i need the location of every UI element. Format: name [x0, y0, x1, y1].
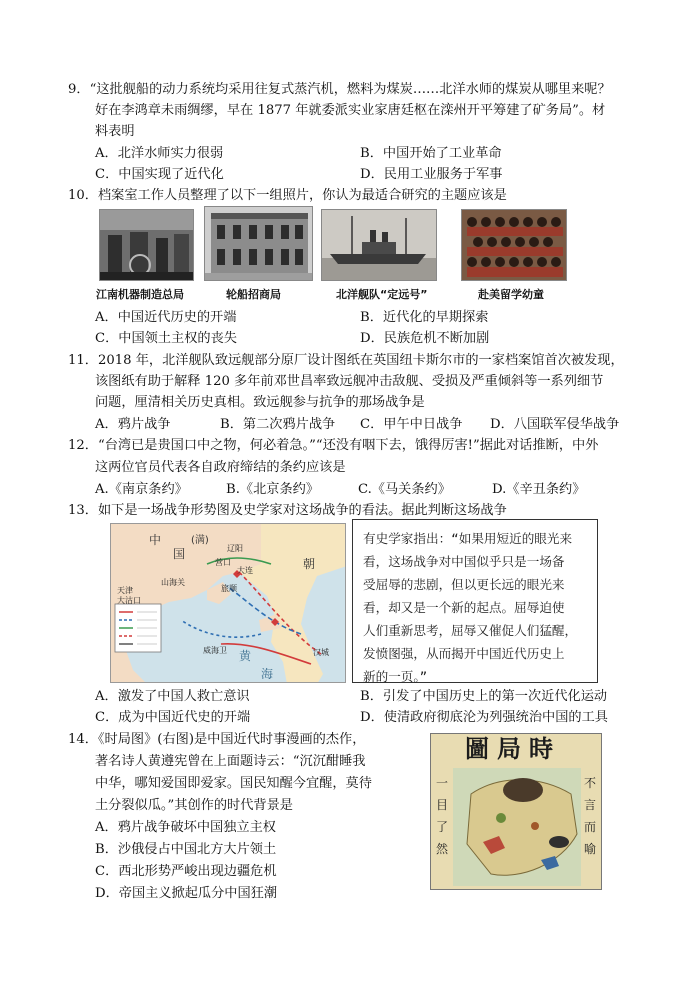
photo-china-merchants: [204, 206, 313, 281]
q11-stem-line1: 11．2018 年，北洋舰队致远舰部分原厂设计图纸在英国纽卡斯尔市的一家档案馆首次被发现，: [68, 353, 624, 368]
q9-option-d: D．民用工业服务于军事: [360, 167, 503, 182]
cartoon-left-caption: 一目了然: [436, 776, 449, 856]
q13-option-d: D．使清政府彻底沦为列强统治中国的工具: [360, 710, 608, 725]
map-label-liaoyang: 辽阳: [227, 544, 243, 553]
q9-option-c: C．中国实现了近代化: [95, 167, 224, 182]
quote-line-1: 有史学家指出：“如果用短近的眼光来: [363, 531, 573, 546]
q14-stem-line1: 14．《时局图》(右图)是中国近代时事漫画的杰作，: [68, 732, 366, 747]
caption-china-merchants: 轮船招商局: [226, 288, 281, 301]
map-label-dalian: 大连: [237, 566, 253, 575]
q14-stem-line3: 中华，哪知爱国即爱家。国民知醒今宜醒，莫待: [95, 776, 372, 791]
q14-option-c: C．西北形势严峻出现边疆危机: [95, 864, 277, 879]
cartoon-title: 圖局時: [465, 734, 561, 763]
q13-option-c: C．成为中国近代史的开端: [95, 710, 251, 725]
q12-option-d: D.《辛丑条约》: [492, 482, 586, 497]
map-label-hancheng: 汉城: [313, 648, 329, 657]
q9-option-a: A．北洋水师实力很弱: [95, 146, 224, 161]
caption-youth-students: 赴美留学幼童: [478, 288, 544, 301]
quote-line-3: 受屈辱的悲剧，但以更长远的眼光来: [363, 577, 565, 592]
map-label-tianjin: 天津: [117, 586, 133, 595]
q10-option-c: C．中国领土主权的丧失: [95, 331, 237, 346]
quote-line-2: 看，这场战争对中国似乎只是一场备: [363, 554, 565, 569]
photo-dingyuan-ship: [321, 209, 437, 281]
q10-option-d: D．民族危机不断加剧: [360, 331, 490, 346]
q13-stem: 13．如下是一场战争形势图及史学家对这场战争的看法。据此判断这场战争: [68, 503, 507, 518]
q12-option-a: A.《南京条约》: [95, 482, 188, 497]
map-label-lushun: 旅顺: [221, 584, 237, 593]
map-label-dagukou: 大沽口: [117, 596, 141, 605]
map-label-yingkou: 营口: [215, 558, 231, 567]
q11-option-c: C．甲午中日战争: [360, 417, 463, 432]
q12-stem-line1: 12．“台湾已是贵国口中之物，何必着急。”“还没有咽下去，饿得厉害!”据此对话推断，中外: [68, 438, 599, 453]
cartoon-right-caption: 不言而喻: [584, 776, 597, 856]
map-label-hai: 海: [261, 667, 274, 681]
map-label-guo: 国: [173, 547, 186, 561]
map-label-zhong: 中: [149, 533, 162, 547]
q13-option-b: B．引发了中国历史上的第一次近代化运动: [360, 689, 608, 704]
q9-stem-line2: 好在李鸿章未雨绸缪，早在 1877 年就委派实业家唐廷枢在滦州开平筹建了矿务局”。材: [95, 103, 606, 118]
war-situation-map: [110, 523, 346, 683]
photo-jiangnan-arsenal: [99, 209, 194, 281]
q12-option-b: B.《北京条约》: [226, 482, 320, 497]
q9-option-b: B．中国开始了工业革命: [360, 146, 502, 161]
map-label-huang: 黄: [239, 649, 252, 663]
q11-stem-line3: 问题，厘清相关历史真相。致远舰参与抗争的那场战争是: [95, 395, 425, 410]
q10-option-a: A．中国近代历史的开端: [95, 310, 237, 325]
q12-stem-line2: 这两位官员代表各自政府缔结的条约应该是: [95, 460, 346, 475]
caption-jiangnan-arsenal: 江南机器制造总局: [96, 288, 184, 301]
quote-line-6: 发愤图强，从而揭开中国近代历史上: [363, 646, 565, 661]
q9-stem-line1: 9．“这批舰船的动力系统均采用往复式蒸汽机，燃料为煤炭……北洋水师的煤炭从哪里来呢？: [68, 82, 611, 97]
q11-option-a: A．鸦片战争: [95, 417, 171, 432]
quote-line-4: 看，却又是一个新的起点。屈辱迫使: [363, 600, 565, 615]
quote-line-7: 新的一页。”: [363, 669, 428, 684]
shiju-tu-cartoon: [430, 733, 602, 890]
q11-option-d: D．八国联军侵华战争: [490, 417, 620, 432]
q14-stem-line4: 土分裂似瓜。”其创作的时代背景是: [95, 798, 293, 813]
q9-stem-line3: 料表明: [95, 124, 135, 139]
q14-option-b: B．沙俄侵占中国北方大片领土: [95, 842, 277, 857]
map-label-shanhaiguan: 山海关: [161, 578, 185, 587]
q10-stem: 10．档案室工作人员整理了以下一组照片，你认为最适合研究的主题应该是: [68, 188, 507, 203]
map-label-korea: 朝: [303, 557, 316, 571]
q14-stem-line2: 著名诗人黄遵宪曾在上面题诗云：“沉沉酣睡我: [95, 754, 366, 769]
photo-youth-students: [461, 209, 567, 281]
q12-option-c: C.《马关条约》: [358, 482, 451, 497]
q11-option-b: B．第二次鸦片战争: [220, 417, 336, 432]
q14-option-d: D．帝国主义掀起瓜分中国狂潮: [95, 886, 278, 901]
q11-stem-line2: 该图纸有助于解释 120 多年前邓世昌率致远舰冲击敌舰、受损及严重倾斜等一系列细节: [95, 374, 604, 389]
map-label-manchuria: (满): [191, 535, 209, 546]
historian-quote-box: [352, 519, 598, 683]
q10-option-b: B．近代化的早期探索: [360, 310, 489, 325]
q14-option-a: A．鸦片战争破坏中国独立主权: [95, 820, 276, 835]
map-label-weihaiwei: 威海卫: [203, 646, 227, 655]
q13-option-a: A．激发了中国人救亡意识: [95, 689, 250, 704]
quote-line-5: 人们重新思考，屈辱又催促人们猛醒，: [363, 623, 578, 638]
caption-dingyuan-ship: 北洋舰队“定远号”: [336, 288, 428, 301]
